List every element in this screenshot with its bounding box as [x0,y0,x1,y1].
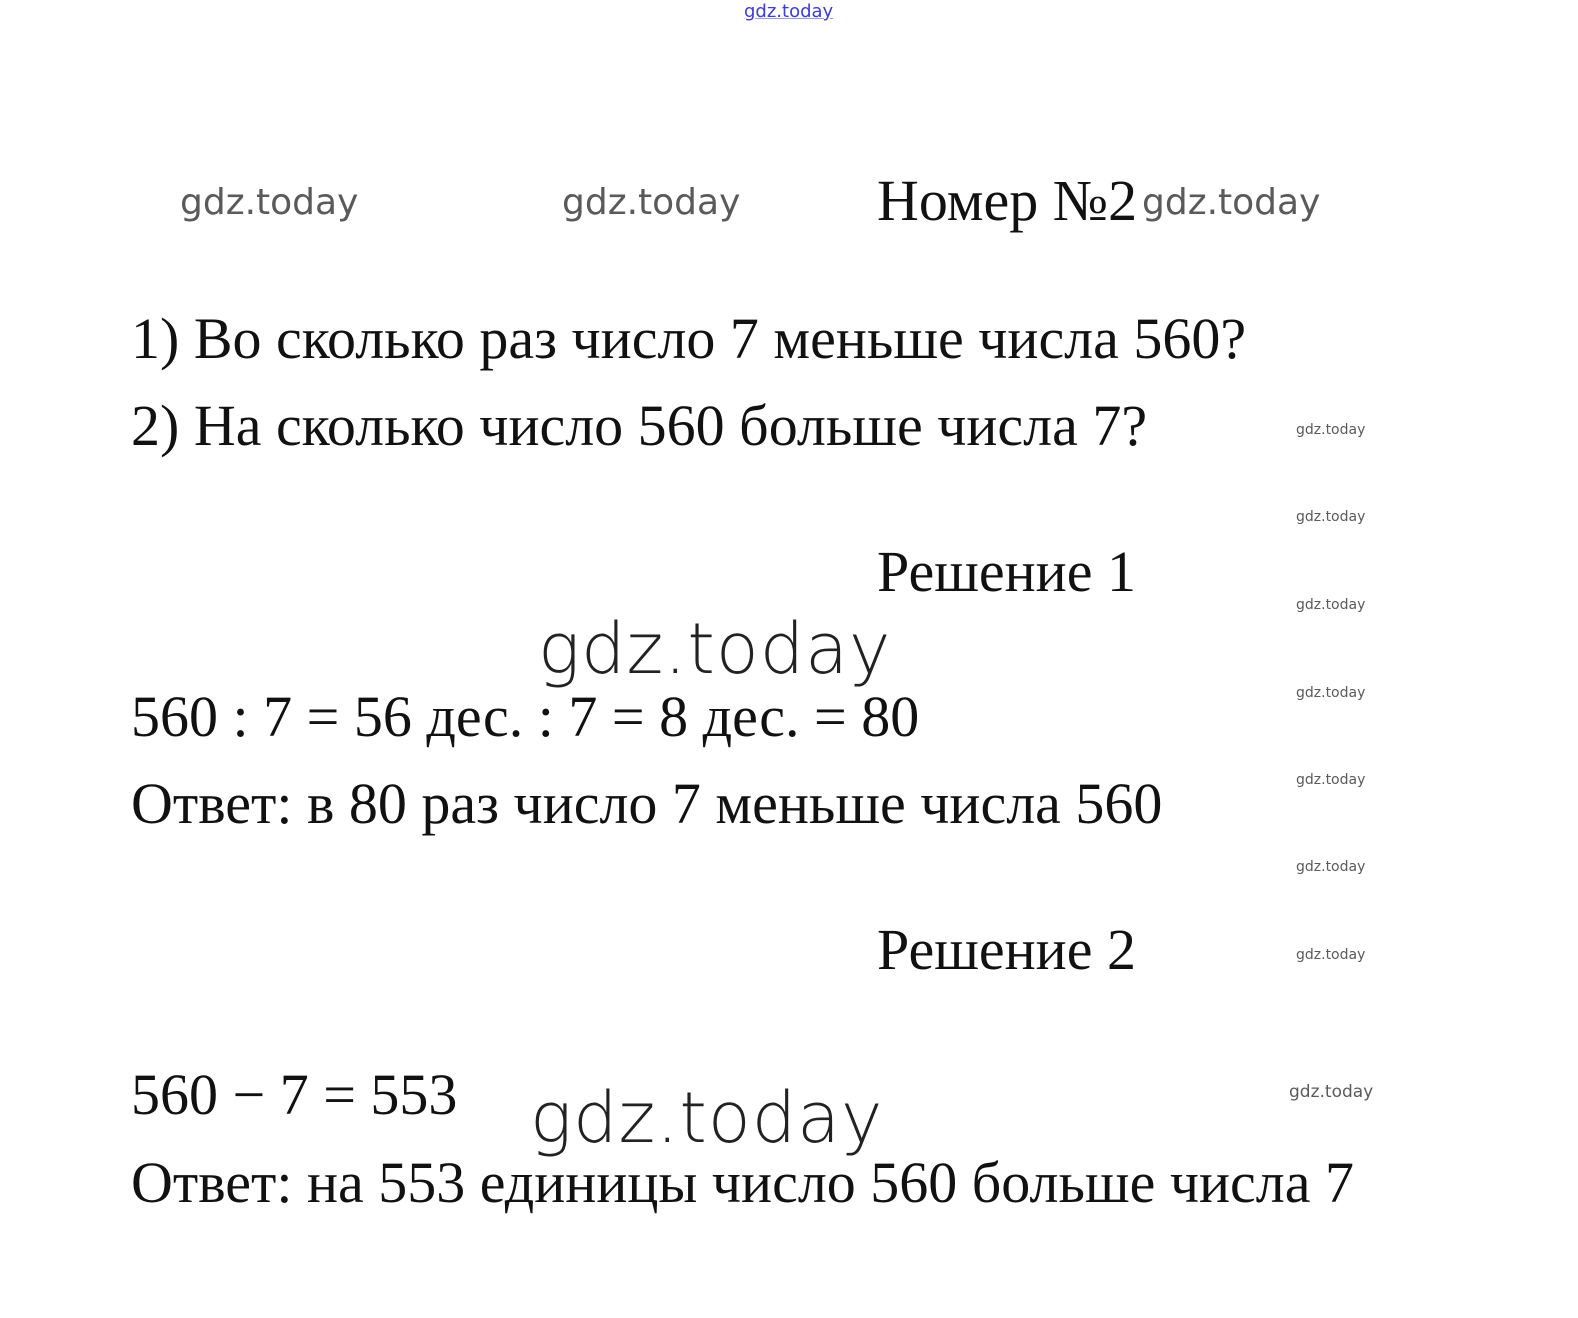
watermark-side: gdz.today [1296,772,1366,788]
solution-2-answer: Ответ: на 553 единицы число 560 больше числа 7 [131,1150,1354,1215]
watermark-large: gdz.today [538,608,892,690]
watermark-side: gdz.today [1296,947,1366,963]
watermark-side: gdz.today [1296,859,1366,875]
watermark-side: gdz.today [1289,1082,1374,1102]
watermark-header-left: gdz.today [180,182,359,223]
watermark-side: gdz.today [1296,422,1366,438]
watermark-header-middle: gdz.today [562,182,741,223]
watermark-top: gdz.today [744,1,834,22]
watermark-side: gdz.today [1296,509,1366,525]
page-title: Номер №2 [877,168,1138,233]
solution-1-answer: Ответ: в 80 раз число 7 меньше числа 560 [131,771,1163,836]
watermark-side: gdz.today [1296,685,1366,701]
solution-2-equation: 560 − 7 = 553 [131,1062,458,1127]
question-2: 2) На сколько число 560 больше числа 7? [131,393,1148,458]
watermark-side: gdz.today [1296,597,1366,613]
solution-1-equation: 560 : 7 = 56 дес. : 7 = 8 дес. = 80 [131,684,920,749]
watermark-header-right: gdz.today [1142,182,1321,223]
watermark-large: gdz.today [530,1077,884,1159]
solution-2-heading: Решение 2 [877,917,1136,982]
question-1: 1) Во сколько раз число 7 меньше числа 560? [131,306,1247,371]
solution-1-heading: Решение 1 [877,539,1136,604]
